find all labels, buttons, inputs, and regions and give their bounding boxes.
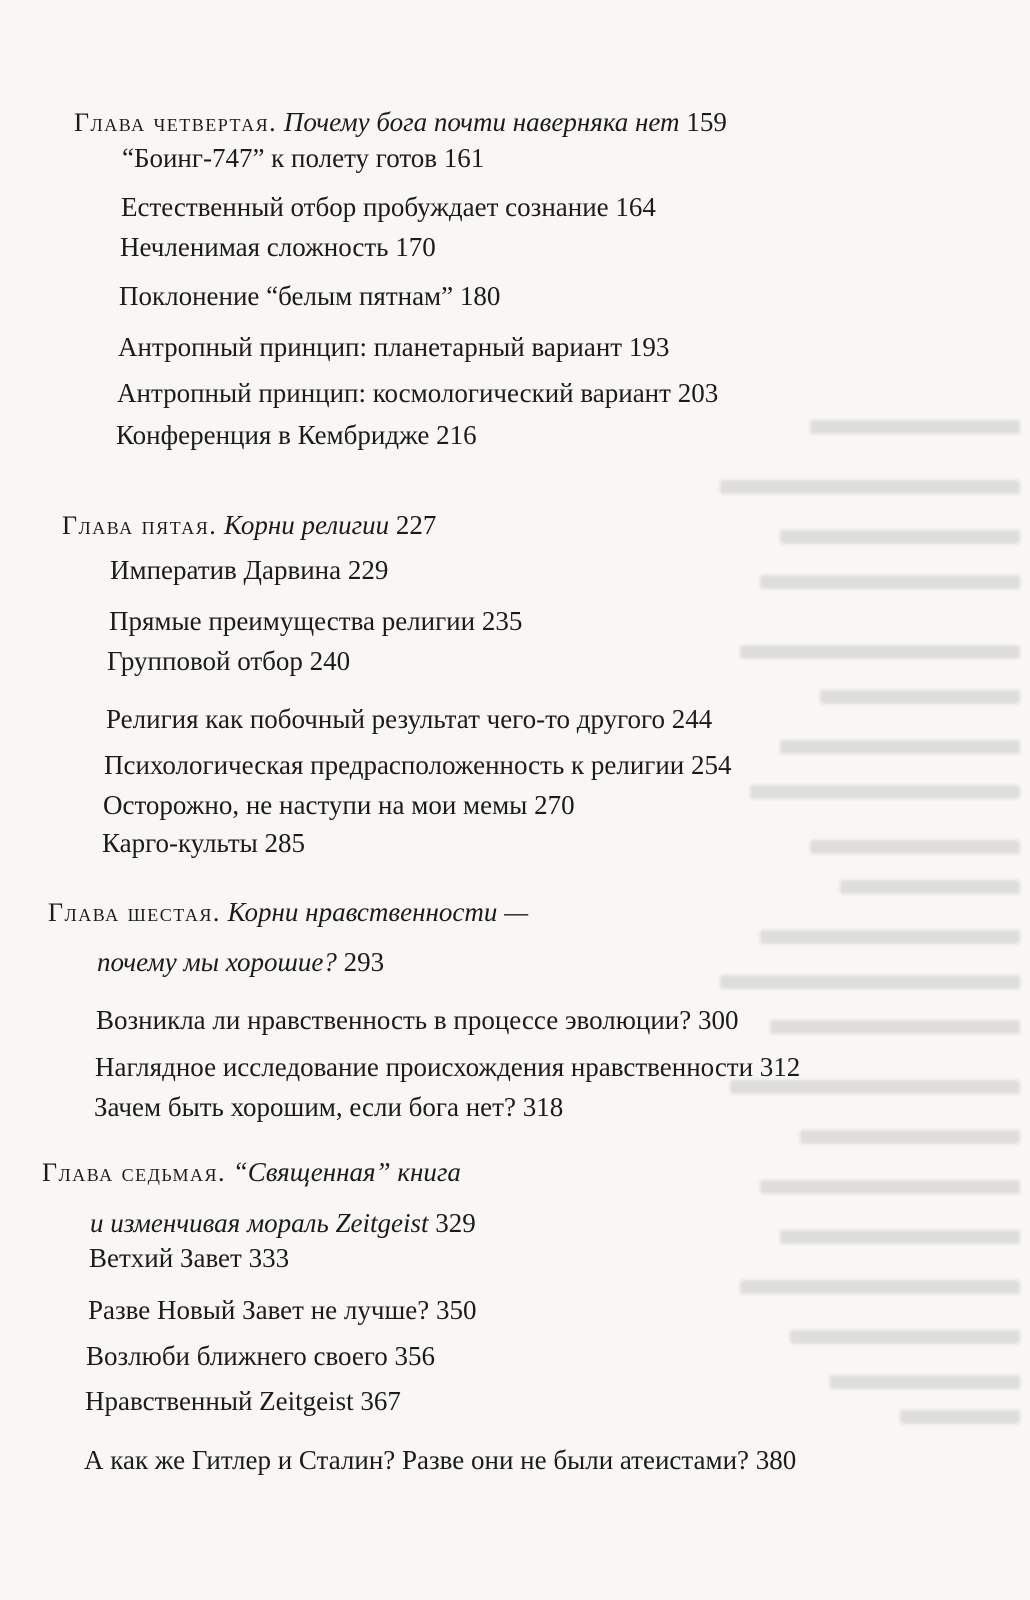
chapter-heading: [62, 508, 436, 543]
page-number: 235: [481, 606, 523, 636]
page-number: 367: [360, 1386, 401, 1416]
section-title: Нравственный Zeitgeist: [85, 1386, 354, 1416]
chapter-label: Глава шестая.: [48, 898, 221, 927]
chapter-label: Глава седьмая.: [42, 1158, 227, 1187]
chapter-title: и изменчивая мораль Zeitgeist: [90, 1208, 429, 1238]
section-title: Возлюби ближнего своего: [86, 1341, 388, 1371]
chapter-title: Корни нравственности —: [227, 897, 529, 927]
bleed-through-line: [840, 880, 1020, 894]
chapter-label: Глава четвертая.: [74, 108, 278, 137]
chapter-title: почему мы хорошие?: [97, 947, 337, 977]
toc-entry: [117, 376, 718, 410]
page-number: 164: [615, 192, 656, 222]
bleed-through-line: [760, 575, 1020, 589]
bleed-through-text: [697, 400, 1020, 1460]
section-title: Поклонение “белым пятнам”: [119, 281, 454, 311]
bleed-through-line: [760, 930, 1020, 944]
section-title: А как же Гитлер и Сталин? Разве они не были атеистами?: [84, 1445, 750, 1475]
section-title: Зачем быть хорошим, если бога нет?: [94, 1092, 516, 1122]
page-number: 270: [534, 790, 575, 820]
chapter-heading: [42, 1155, 461, 1190]
page-number: 240: [309, 646, 351, 676]
page-number: 318: [522, 1092, 564, 1122]
chapter-title: Почему бога почти наверняка нет: [283, 107, 680, 137]
bleed-through-line: [810, 420, 1020, 434]
bleed-through-line: [830, 1375, 1020, 1389]
section-title: Императив Дарвина: [110, 555, 342, 585]
toc-entry: [119, 279, 500, 313]
toc-entry: [96, 1003, 738, 1037]
page-number: 203: [677, 378, 719, 408]
bleed-through-line: [780, 530, 1020, 544]
page-number: 159: [686, 107, 727, 137]
page-number: 293: [343, 947, 385, 977]
section-title: Ветхий Завет: [89, 1243, 242, 1273]
toc-entry: [104, 748, 732, 782]
page-number: 170: [395, 232, 436, 262]
page-number: 356: [394, 1341, 435, 1371]
section-title: Наглядное исследование происхождения нравственности: [95, 1052, 754, 1082]
section-title: Возникла ли нравственность в процессе эволюции?: [96, 1005, 692, 1035]
toc-entry: [95, 1050, 800, 1084]
page-number: 333: [248, 1243, 290, 1273]
chapter-title: “Священная” книга: [232, 1157, 461, 1187]
chapter-heading: [48, 895, 528, 930]
toc-entry: [116, 418, 477, 452]
page-number: 300: [697, 1005, 739, 1035]
page-number: 254: [691, 750, 732, 780]
toc-entry: [84, 1443, 796, 1477]
toc-entry: [118, 330, 669, 364]
chapter-heading-continued: [97, 945, 384, 979]
page-number: 312: [759, 1052, 801, 1082]
bleed-through-line: [780, 1230, 1020, 1244]
bleed-through-line: [900, 1410, 1020, 1424]
section-title: Конференция в Кембридже: [116, 420, 430, 450]
toc-entry: [94, 1090, 563, 1124]
page-number: 227: [395, 510, 437, 540]
bleed-through-line: [750, 785, 1020, 799]
bleed-through-line: [810, 840, 1020, 854]
bleed-through-line: [760, 1180, 1020, 1194]
page-number: 161: [443, 143, 485, 173]
page-number: 216: [436, 420, 477, 450]
section-title: Осторожно, не наступи на мои мемы: [103, 790, 528, 820]
bleed-through-line: [820, 690, 1020, 704]
toc-entry: [107, 644, 350, 678]
section-title: Карго-культы: [102, 828, 258, 858]
bleed-through-line: [770, 1020, 1020, 1034]
toc-entry: [89, 1241, 289, 1275]
page-number: 350: [435, 1295, 477, 1325]
toc-entry: [102, 826, 305, 860]
toc-entry: [106, 702, 712, 736]
section-title: “Боинг-747” к полету готов: [122, 143, 438, 173]
page-number: 180: [459, 281, 501, 311]
toc-entry: [120, 230, 436, 264]
toc-entry: [110, 553, 388, 587]
section-title: Прямые преимущества религии: [109, 606, 476, 636]
page-number: 285: [264, 828, 306, 858]
page-number: 244: [671, 704, 713, 734]
bleed-through-line: [780, 740, 1020, 754]
section-title: Психологическая предрасположенность к религии: [104, 750, 685, 780]
section-title: Антропный принцип: планетарный вариант: [118, 332, 623, 362]
toc-entry: [86, 1339, 435, 1373]
bleed-through-line: [740, 645, 1020, 659]
chapter-heading: [74, 105, 727, 140]
bleed-through-line: [720, 480, 1020, 494]
section-title: Религия как побочный результат чего-то другого: [106, 704, 665, 734]
page-number: 329: [435, 1208, 476, 1238]
section-title: Групповой отбор: [107, 646, 303, 676]
section-title: Антропный принцип: космологический вариант: [117, 378, 671, 408]
section-title: Естественный отбор пробуждает сознание: [121, 192, 609, 222]
bleed-through-line: [720, 975, 1020, 989]
page-number: 193: [628, 332, 670, 362]
toc-entry: [88, 1293, 476, 1327]
chapter-heading-continued: [90, 1206, 476, 1240]
section-title: Разве Новый Завет не лучше?: [88, 1295, 430, 1325]
bleed-through-line: [790, 1330, 1020, 1344]
toc-entry: [109, 604, 522, 638]
toc-entry: [122, 141, 484, 175]
page-number: 380: [755, 1445, 797, 1475]
page-number: 229: [347, 555, 389, 585]
bleed-through-line: [800, 1130, 1020, 1144]
section-title: Нечленимая сложность: [120, 232, 389, 262]
chapter-title: Корни религии: [223, 510, 390, 540]
toc-entry: [103, 788, 575, 822]
chapter-label: Глава пятая.: [62, 511, 218, 540]
toc-entry: [85, 1384, 401, 1418]
toc-entry: [121, 190, 656, 224]
bleed-through-line: [740, 1280, 1020, 1294]
